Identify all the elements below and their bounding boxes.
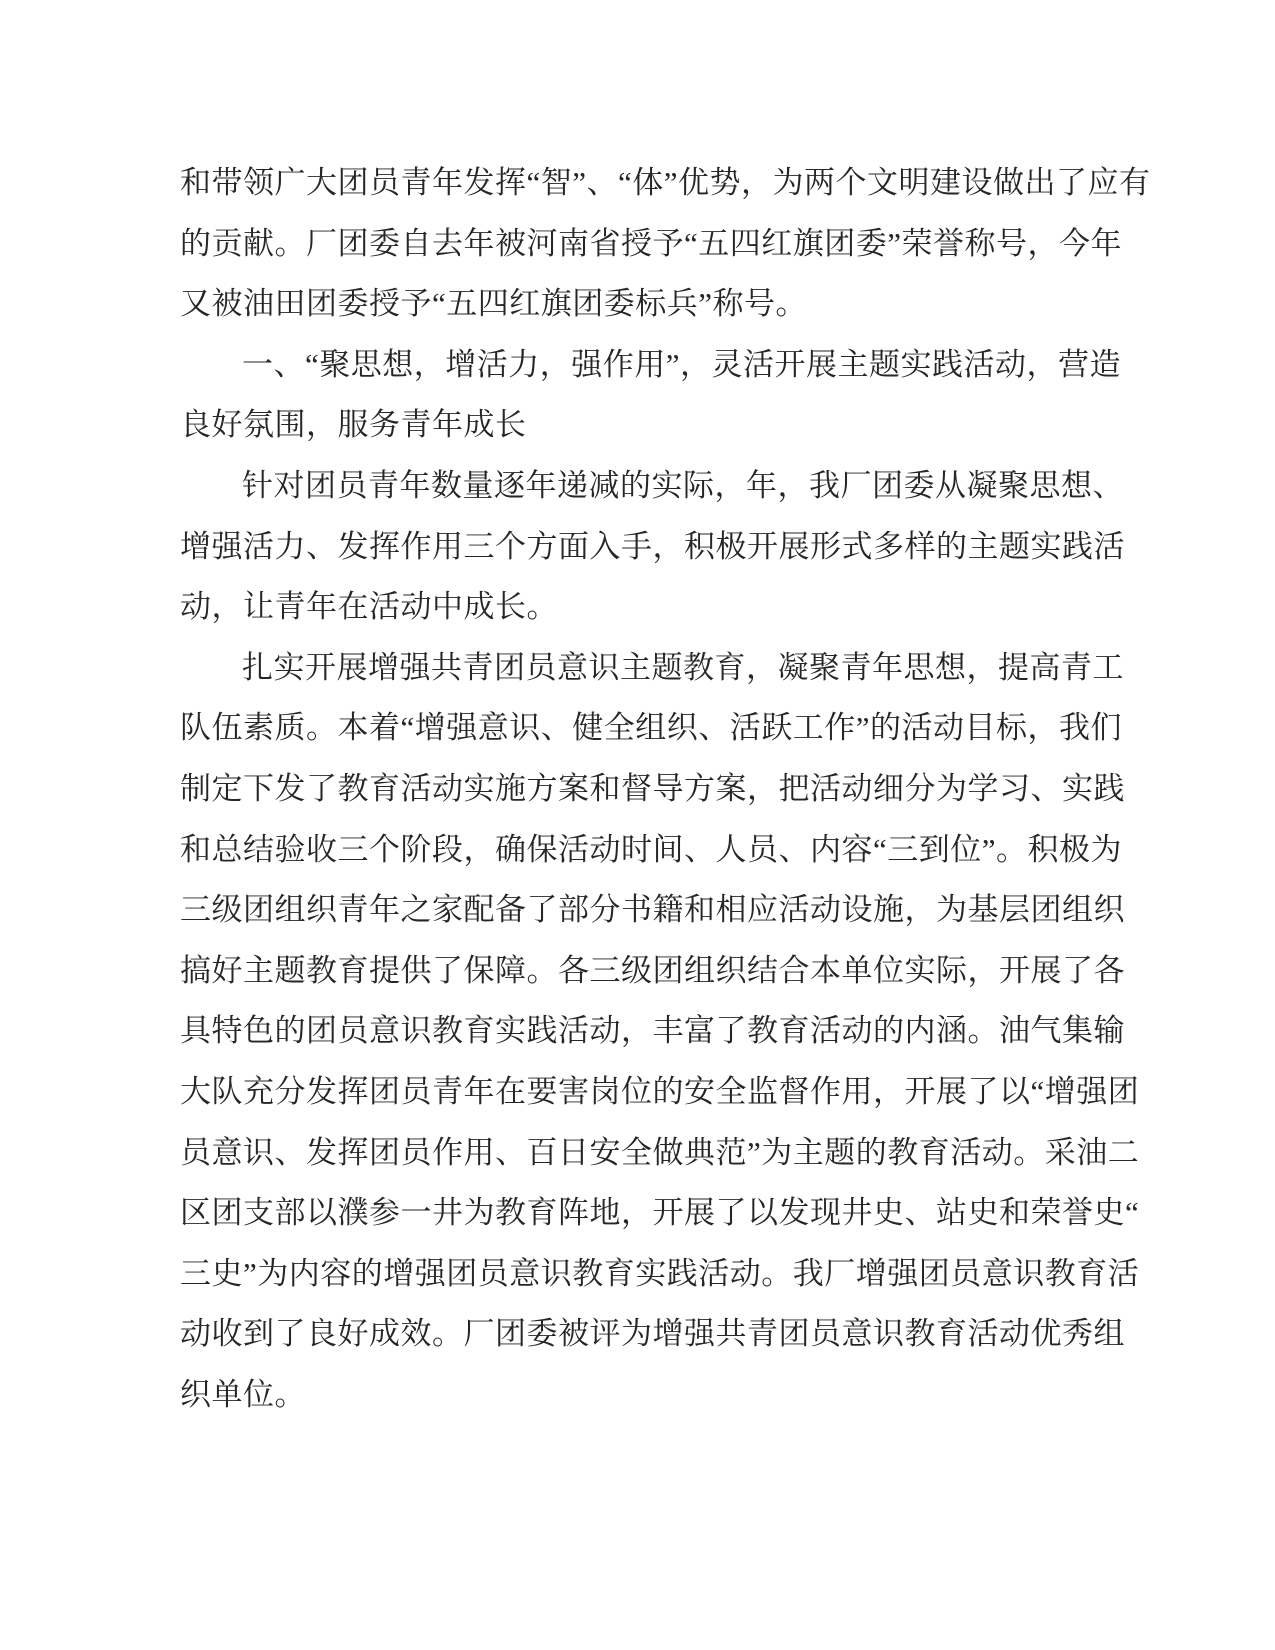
text-line: 和带领广大团员青年发挥“智”、“体”优势，为两个文明建设做出了应有: [180, 165, 1151, 200]
text-line: 增强活力、发挥作用三个方面入手，积极开展形式多样的主题实践活: [180, 528, 1125, 564]
text-line: 动，让青年在活动中成长。: [180, 589, 558, 625]
text-line: 三级团组织青年之家配备了部分书籍和相应活动设施，为基层团组织: [180, 892, 1125, 928]
text-line: 又被油田团委授予“五四红旗团委标兵”称号。: [180, 286, 808, 322]
text-line: 制定下发了教育活动实施方案和督导方案，把活动细分为学习、实践: [180, 770, 1125, 806]
text-line: 队伍素质。本着“增强意识、健全组织、活跃工作”的活动目标，我们: [180, 710, 1123, 746]
text-line: 动收到了良好成效。厂团委被评为增强共青团员意识教育活动优秀组: [180, 1316, 1125, 1352]
text-line: 针对团员青年数量逐年递减的实际，年，我厂团委从凝聚思想、: [242, 467, 1124, 503]
text-line: 三史”为内容的增强团员意识教育实践活动。我厂增强团员意识教育活: [180, 1255, 1140, 1291]
text-line: 员意识、发挥团员作用、百日安全做典范”为主题的教育活动。采油二: [180, 1134, 1140, 1170]
text-line: 的贡献。厂团委自去年被河南省授予“五四红旗团委”荣誉称号，今年: [180, 225, 1123, 261]
text-line: 良好氛围，服务青年成长: [180, 407, 527, 443]
document-body: [180, 153, 1151, 1425]
text-line: 大队充分发挥团员青年在要害岗位的安全监督作用，开展了以“增强团: [180, 1073, 1140, 1109]
text-line: 一、“聚思想，增活力，强作用”，灵活开展主题实践活动，营造: [242, 346, 1122, 382]
text-line: 搞好主题教育提供了保障。各三级团组织结合本单位实际，开展了各: [180, 952, 1125, 988]
text-line: 织单位。: [180, 1376, 306, 1412]
text-line: 区团支部以濮参一井为教育阵地，开展了以发现井史、站史和荣誉史“: [180, 1195, 1140, 1231]
text-line: 和总结验收三个阶段，确保活动时间、人员、内容“三到位”。积极为: [180, 831, 1123, 867]
text-line: 扎实开展增强共青团员意识主题教育，凝聚青年思想，提高青工: [242, 649, 1124, 685]
text-line: 具特色的团员意识教育实践活动，丰富了教育活动的内涵。油气集输: [180, 1013, 1125, 1049]
